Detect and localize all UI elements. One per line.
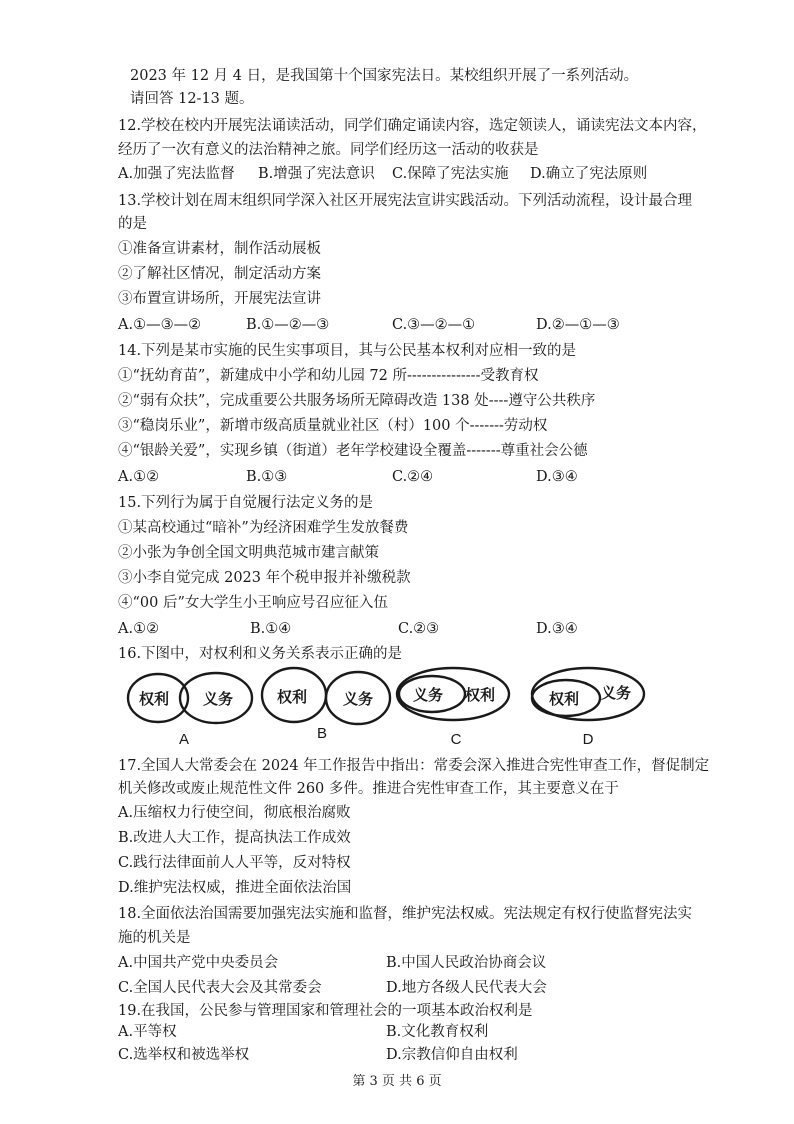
q13-option-a: A.①—③—② [118, 317, 202, 333]
rights-duties-figures [120, 660, 680, 755]
q14-item-3: ③“稳岗乐业”，新增市级高质量就业社区（村）100 个-------劳动权 [118, 418, 548, 434]
q18-option-c: C.全国人民代表大会及其常委会 [118, 980, 322, 996]
diagram-c-duties-text: 义务 [412, 686, 444, 704]
diagram-label-c: C [450, 731, 462, 748]
q14-item-4: ④“银龄关爱”，实现乡镇（街道）老年学校建设全覆盖-------尊重社会公德 [118, 443, 588, 459]
q13-stem-line-1: 13.学校计划在周末组织同学深入社区开展宪法宣讲实践活动。下列活动流程，设计最合理 [118, 193, 693, 209]
q12-option-b: B.增强了宪法意识 [258, 166, 375, 182]
diagram-d-duties-text: 义务 [600, 684, 632, 702]
q12-option-d: D.确立了宪法原则 [530, 166, 648, 182]
rights-duties-diagram [120, 660, 680, 755]
diagram-label-d: D [582, 731, 594, 748]
q17-option-d: D.维护宪法权威，推进全面依法治国 [118, 880, 352, 896]
q13-item-2: ②了解社区情况，制定活动方案 [118, 266, 321, 282]
diagram-b-duties-text: 义务 [342, 690, 374, 708]
q13-stem-line-2: 的是 [118, 216, 147, 232]
q15-item-4: ④“00 后”女大学生小王响应号召应征入伍 [118, 595, 388, 611]
q18-stem-line-1: 18.全面依法治国需要加强宪法实施和监督，维护宪法权威。宪法规定有权行使监督宪法实 [118, 906, 693, 922]
q18-option-a: A.中国共产党中央委员会 [118, 955, 279, 971]
q17-option-b: B.改进人大工作，提高执法工作成效 [118, 830, 351, 846]
q14-item-2: ②“弱有众扶”，完成重要公共服务场所无障碍改造 138 处----遵守公共秩序 [118, 393, 596, 409]
intro-line-1: 2023 年 12 月 4 日，是我国第十个国家宪法日。某校组织开展了一系列活动。 [130, 68, 639, 84]
diagram-c-rights-text: 权利 [464, 686, 496, 704]
q12-stem-line-2: 经历了一次有意义的法治精神之旅。同学们经历这一活动的收获是 [118, 142, 539, 158]
q15-option-d: D.③④ [536, 621, 578, 637]
q15-option-b: B.①④ [250, 621, 292, 637]
q19-option-b: B.文化教育权利 [386, 1024, 489, 1040]
q14-item-1: ①“抚幼育苗”，新建成中小学和幼儿园 72 所---------------受教育权 [118, 368, 539, 384]
q17-option-a: A.压缩权力行使空间，彻底根治腐败 [118, 805, 351, 821]
intro-line-2: 请回答 12-13 题。 [130, 91, 254, 107]
q14-option-a: A.①② [118, 469, 160, 485]
q19-stem: 19.在我国，公民参与管理国家和管理社会的一项基本政治权利是 [118, 1003, 533, 1019]
q14-option-b: B.①③ [246, 469, 288, 485]
diagram-a-rights-text: 权利 [138, 690, 170, 708]
q17-option-c: C.践行法律面前人人平等，反对特权 [118, 855, 351, 871]
q13-item-3: ③布置宣讲场所，开展宪法宣讲 [118, 291, 321, 307]
q19-option-c: C.选举权和被选举权 [118, 1047, 250, 1063]
q16-stem: 16.下图中，对权利和义务关系表示正确的是 [118, 646, 403, 662]
q12-option-a: A.加强了宪法监督 [118, 166, 235, 182]
q17-stem-line-2: 机关修改或废止规范性文件 260 多件。推进合宪性审查工作，其主要意义在于 [118, 781, 619, 797]
diagram-b-rights-text: 权利 [276, 688, 308, 706]
q14-option-d: D.③④ [536, 469, 578, 485]
q15-option-c: C.②③ [398, 621, 440, 637]
q13-item-1: ①准备宣讲素材，制作活动展板 [118, 241, 321, 257]
q18-option-d: D.地方各级人民代表大会 [386, 980, 547, 996]
q15-item-2: ②小张为争创全国文明典范城市建言献策 [118, 545, 379, 561]
diagram-a-duties-text: 义务 [202, 690, 234, 708]
q14-stem: 14.下列是某市实施的民生实事项目，其与公民基本权利对应相一致的是 [118, 343, 577, 359]
q14-option-c: C.②④ [392, 469, 434, 485]
q19-option-d: D.宗教信仰自由权利 [386, 1047, 518, 1063]
q18-stem-line-2: 施的机关是 [118, 930, 191, 946]
q12-option-c: C.保障了宪法实施 [392, 166, 509, 182]
diagram-d-rights-text: 权利 [548, 690, 580, 708]
q13-option-d: D.②—①—③ [536, 317, 620, 333]
q15-stem: 15.下列行为属于自觉履行法定义务的是 [118, 495, 374, 511]
q13-option-b: B.①—②—③ [246, 317, 330, 333]
q13-option-c: C.③—②—① [392, 317, 476, 333]
q19-option-a: A.平等权 [118, 1024, 177, 1040]
q15-option-a: A.①② [118, 621, 160, 637]
diagram-label-a: A [178, 731, 190, 748]
q18-option-b: B.中国人民政治协商会议 [386, 955, 547, 971]
diagram-label-b: B [316, 725, 328, 742]
q12-stem-line-1: 12.学校在校内开展宪法诵读活动，同学们确定诵读内容，选定领读人，诵读宪法文本内容， [118, 118, 707, 134]
q15-item-3: ③小李自觉完成 2023 年个税申报并补缴税款 [118, 570, 411, 586]
page-number-footer: 第 3 页 共 6 页 [352, 1074, 442, 1089]
q17-stem-line-1: 17.全国人大常委会在 2024 年工作报告中指出：常委会深入推进合宪性审查工作，督促制定 [118, 758, 710, 774]
q15-item-1: ①某高校通过“暗补”为经济困难学生发放餐费 [118, 520, 409, 536]
